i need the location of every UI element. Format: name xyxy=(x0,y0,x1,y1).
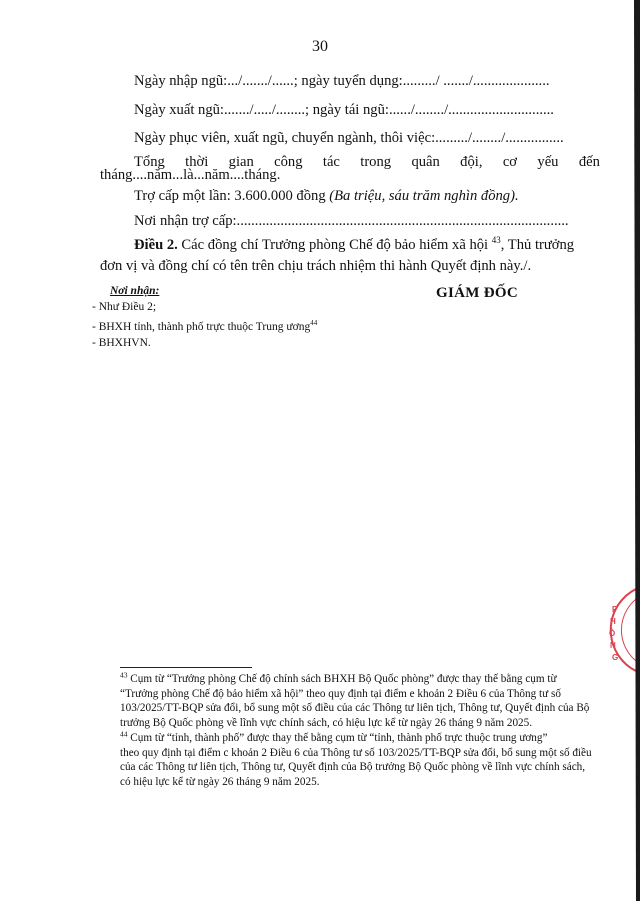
footnote-line: “Trưởng phòng Chế độ bảo hiểm xã hội” theo quy định tại điểm e khoản 2 Điều 6 của Thông tư số xyxy=(120,687,561,700)
signer-title: GIÁM ĐỐC xyxy=(436,285,518,301)
enlist-date-line: Ngày nhập ngũ:.../......./......; ngày tuyển dụng:........./ ......./..................... xyxy=(134,73,550,89)
footnote-line: trưởng Bộ Quốc phòng về lĩnh vực chính sách, có hiệu lực kể từ ngày 26 tháng 9 năm 2025. xyxy=(120,716,533,729)
footnote-ref-44: 44 xyxy=(310,319,318,327)
article-2-line-1 xyxy=(134,235,600,255)
word: Tổng xyxy=(134,154,165,170)
article-text: , Thủ trưởng xyxy=(500,237,575,253)
footnote-line: $^{43}$ Cụm từ “Trưởng phòng Chế độ chính sách BHXH Bộ Quốc phòng” được thay thế bằng cụm từ xyxy=(120,670,557,685)
word: tác xyxy=(322,154,340,170)
word: đội, xyxy=(460,154,483,170)
word: trong xyxy=(360,154,392,170)
footnote-line: theo quy định tại điểm c khoản 2 Điều 6 của Thông tư số 103/2025/TT-BQP sửa đổi, bổ sung một số điều xyxy=(120,746,592,759)
word: yếu xyxy=(537,154,559,170)
demob-date-line: Ngày phục viên, xuất ngũ, chuyển ngành, thôi việc:........./......../................ xyxy=(134,130,564,146)
footnote-line: có hiệu lực kể từ ngày 26 tháng 9 năm 2025. xyxy=(120,775,320,788)
footnote-line: của các Thông tư liên tịch, Thông tư, Quyết định của Bộ trưởng Bộ Quốc phòng về lĩnh vực chính sách, xyxy=(120,761,586,774)
word: thời xyxy=(185,154,209,170)
footnote-ref-43: 43 xyxy=(491,235,501,246)
footnote-separator xyxy=(120,667,252,668)
word: đến xyxy=(578,154,600,170)
footnote-44 xyxy=(120,731,600,789)
svg-text:N: N xyxy=(610,641,616,650)
recipients-block xyxy=(92,283,317,351)
svg-text:H: H xyxy=(610,617,616,626)
allowance-in-words: (Ba triệu, sáu trăm nghìn đồng). xyxy=(329,188,519,204)
article-heading: Điều 2. xyxy=(134,237,178,253)
discharge-date-line: Ngày xuất ngũ:......./...../........; ngày tái ngũ:....../......../............................. xyxy=(134,102,554,118)
article-text: Các đồng chí Trưởng phòng Chế độ bảo hiểm xã hội xyxy=(177,237,492,253)
allowance-line xyxy=(134,186,600,206)
recipient-place-line: Nơi nhận trợ cấp:........................................................................................... xyxy=(134,213,569,229)
footnote-number: 44 xyxy=(120,729,128,739)
word: công xyxy=(274,154,303,170)
recipient-item: - BHXHVN. xyxy=(92,336,151,349)
recipient-item: - BHXH tỉnh, thành phố trực thuộc Trung ương$^{44}$ xyxy=(92,319,318,333)
footnote-number: 43 xyxy=(120,670,128,680)
word: cơ xyxy=(502,154,518,170)
recipient-item: - Như Điều 2; xyxy=(92,301,157,313)
allowance-amount: Trợ cấp một lần: 3.600.000 đồng xyxy=(134,188,330,204)
word: quân xyxy=(411,154,440,170)
svg-text:G: G xyxy=(612,653,619,662)
word: gian xyxy=(228,154,254,170)
article-2-line-2: đơn vị và đồng chí có tên trên chịu trách nhiệm thi hành Quyết định này./. xyxy=(100,258,532,274)
svg-text:P: P xyxy=(612,605,618,614)
page-number: 30 xyxy=(312,38,328,55)
scan-edge-shadow xyxy=(630,0,640,901)
footnote-line: $^{44}$ Cụm từ “tỉnh, thành phố” được thay thế bằng cụm từ “tỉnh, thành phố trực thuộc trung ương” xyxy=(120,729,548,744)
footnote-line: 103/2025/TT-BQP sửa đổi, bổ sung một số điều của các Thông tư liên tịch, Thông tư, Quyết định của Bộ xyxy=(120,702,590,715)
svg-text:Ò: Ò xyxy=(609,629,616,638)
recipients-title: Nơi nhận: xyxy=(110,285,160,297)
service-time-line-2: tháng....năm...là...năm....tháng. xyxy=(100,167,281,183)
footnote-43 xyxy=(120,672,600,730)
